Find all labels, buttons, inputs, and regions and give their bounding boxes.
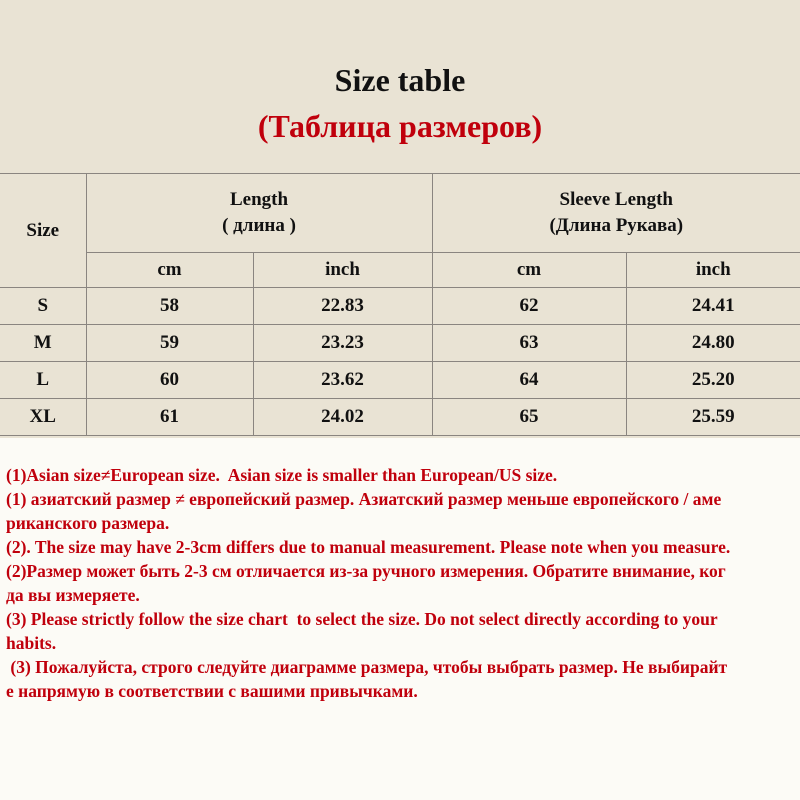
sleeve-header-label: Sleeve Length — [559, 189, 673, 210]
size-header-label: Size — [26, 219, 60, 241]
sleeve-cm-cell: 65 — [432, 399, 626, 436]
size-notes — [6, 463, 796, 703]
table-row — [0, 325, 800, 362]
length-cm-cell: 58 — [86, 288, 253, 325]
size-cell: L — [0, 362, 86, 399]
size-cell: S — [0, 288, 86, 325]
table-row — [0, 399, 800, 436]
note-line: habits. — [6, 633, 57, 653]
page-title: Size table — [334, 62, 466, 98]
unit-cell: inch — [253, 253, 432, 288]
table-row — [0, 362, 800, 399]
note-line: е напрямую в соответствии с вашими привычками. — [6, 681, 418, 701]
note-line: риканского размера. — [6, 513, 170, 533]
length-cm-cell: 60 — [86, 362, 253, 399]
note-line: (1) азиатский размер ≠ европейский размер. Азиатский размер меньше европейского / аме — [6, 489, 722, 509]
length-column-header — [86, 174, 432, 253]
unit-cell: cm — [432, 253, 626, 288]
sleeve-inch-cell: 25.20 — [626, 362, 800, 399]
units-row — [0, 253, 800, 288]
sleeve-header-label-ru: (Длина Рукава) — [549, 215, 684, 236]
length-inch-cell: 22.83 — [253, 288, 432, 325]
size-table — [0, 173, 800, 436]
length-inch-cell: 24.02 — [253, 399, 432, 436]
note-line: (3) Please strictly follow the size chart to select the size. Do not select directly according to your — [6, 609, 718, 629]
length-cm-cell: 61 — [86, 399, 253, 436]
unit-cell: cm — [86, 253, 253, 288]
note-line: (1)Asian size≠European size. Asian size is smaller than European/US size. — [6, 465, 558, 485]
note-line: (3) Пожалуйста, строго следуйте диаграмме размера, чтобы выбрать размер. Не выбирайт — [6, 657, 728, 677]
size-column-header — [0, 174, 86, 288]
sleeve-inch-cell: 24.41 — [626, 288, 800, 325]
length-header-label: Length — [229, 189, 289, 210]
note-line: да вы измеряете. — [6, 585, 140, 605]
length-cm-cell: 59 — [86, 325, 253, 362]
size-cell: XL — [0, 399, 86, 436]
note-line: (2)Размер может быть 2-3 см отличается из-за ручного измерения. Обратите внимание, ког — [6, 561, 726, 581]
sleeve-cm-cell: 63 — [432, 325, 626, 362]
note-line: (2). The size may have 2-3cm differs due to manual measurement. Please note when you measure. — [6, 537, 731, 557]
sleeve-cm-cell: 64 — [432, 362, 626, 399]
page-subtitle: (Таблица размеров) — [257, 108, 543, 144]
sleeve-cm-cell: 62 — [432, 288, 626, 325]
sleeve-column-header — [432, 174, 800, 253]
unit-cell: inch — [626, 253, 800, 288]
length-inch-cell: 23.62 — [253, 362, 432, 399]
length-inch-cell: 23.23 — [253, 325, 432, 362]
sleeve-inch-cell: 25.59 — [626, 399, 800, 436]
size-cell: M — [0, 325, 86, 362]
table-header-row — [0, 174, 800, 253]
length-header-label-ru: ( длина ) — [222, 215, 296, 236]
sleeve-inch-cell: 24.80 — [626, 325, 800, 362]
table-row — [0, 288, 800, 325]
